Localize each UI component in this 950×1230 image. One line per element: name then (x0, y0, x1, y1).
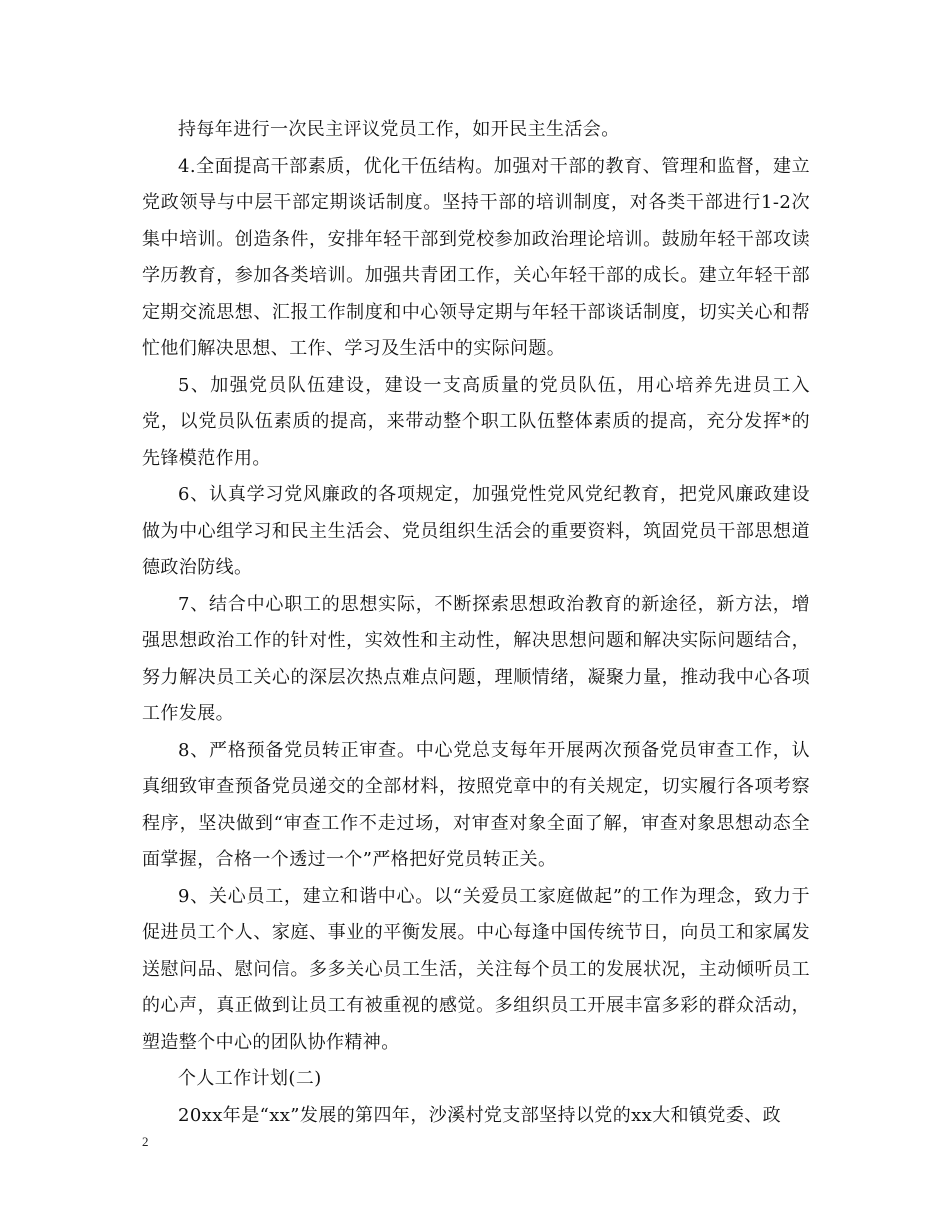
paragraph-item-5: 5、加强党员队伍建设，建设一支高质量的党员队伍，用心培养先进员工入党，以党员队伍素质的提高，来带动整个职工队伍整体素质的提高，充分发挥*的先锋模范作用。 (142, 374, 810, 469)
paragraph-section-intro: 20xx年是“xx”发展的第四年，沙溪村党支部坚持以党的xx大和镇党委、政 (178, 1104, 782, 1126)
paragraph-item-4: 4.全面提高干部素质，优化干伍结构。加强对干部的教育、管理和监督，建立党政领导与中层干部定期谈话制度。坚持干部的培训制度，对各类干部进行1-2次集中培训。创造条件，安排年轻干部到党校参加政治理论培训。鼓励年轻干部攻读学历教育，参加各类培训。加强共青团工作，关心年轻干部的成长。建立年轻干部定期交流思想、汇报工作制度和中心领导定期与年轻干部谈话制度，切实关心和帮忙他们解决思想、工作、学习及生活中的实际问题。 (142, 155, 810, 359)
page-number: 2 (142, 1134, 149, 1149)
paragraph-item-6: 6、认真学习党风廉政的各项规定，加强党性党风党纪教育，把党风廉政建设做为中心组学习和民主生活会、党员组织生活会的重要资料，筑固党员干部思想道德政治防线。 (142, 484, 810, 578)
document-body (142, 112, 810, 1134)
paragraph-item-8: 8、严格预备党员转正审查。中心党总支每年开展两次预备党员审查工作，认真细致审查预备党员递交的全部材料，按照党章中的有关规定，切实履行各项考察程序，坚决做到“审查工作不走过场，对审查对象全面了解，审查对象思想动态全面掌握，合格一个透过一个”严格把好党员转正关。 (142, 739, 810, 870)
section-heading: 个人工作计划(二) (178, 1068, 322, 1089)
paragraph-1: 持每年进行一次民主评议党员工作，如开民主生活会。 (178, 119, 620, 140)
paragraph-item-9: 9、关心员工，建立和谐中心。以“关爱员工家庭做起”的工作为理念，致力于促进员工个人、家庭、事业的平衡发展。中心每逢中国传统节日，向员工和家属发送慰问品、慰问信。多多关心员工生活，关注每个员工的发展状况，主动倾听员工的心声，真正做到让员工有被重视的感觉。多组织员工开展丰富多彩的群众活动，塑造整个中心的团队协作精神。 (142, 885, 810, 1053)
paragraph-item-7: 7、结合中心职工的思想实际，不断探索思想政治教育的新途径，新方法，增强思想政治工作的针对性，实效性和主动性，解决思想问题和解决实际问题结合，努力解决员工关心的深层次热点难点问题，理顺情绪，凝聚力量，推动我中心各项工作发展。 (142, 593, 810, 724)
